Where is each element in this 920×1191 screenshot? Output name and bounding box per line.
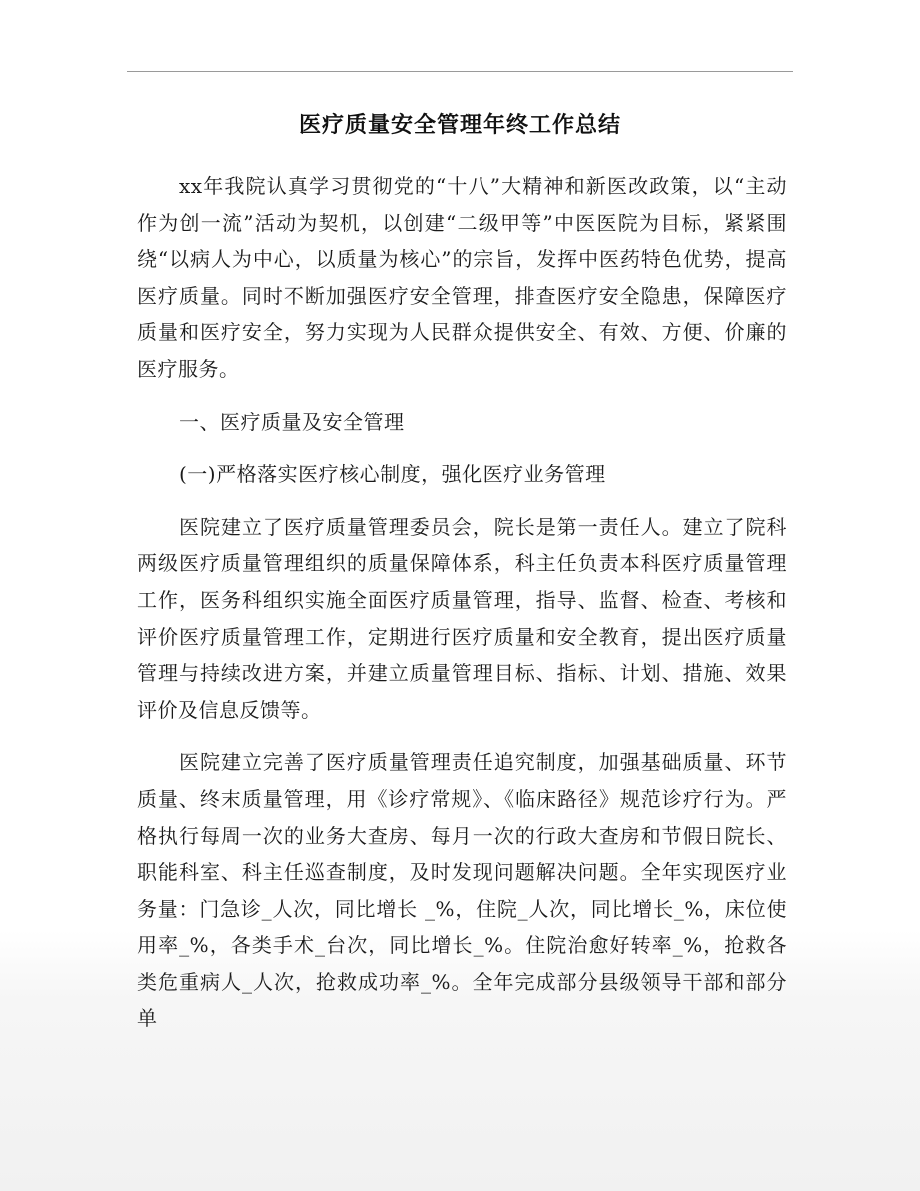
- body-paragraph: 医院建立了医疗质量管理委员会，院长是第一责任人。建立了院科两级医疗质量管理组织的质量保障体系，科主任负责本科医疗质量管理工作，医务科组织实施全面医疗质量管理，指导、监督、检查、考核和评价医疗质量管理工作，定期进行医疗质量和安全教育，提出医疗质量管理与持续改进方案，并建立质量管理目标、指标、计划、措施、效果评价及信息反馈等。: [137, 514, 787, 722]
- document-body: [137, 168, 787, 1037]
- intro-paragraph: xx年我院认真学习贯彻党的“十八”大精神和新医改政策，以“主动作为创一流”活动为契机，以创建“二级甲等”中医医院为目标，紧紧围绕“以病人为中心，以质量为核心”的宗旨，发挥中医药特色优势，提高医疗质量。同时不断加强医疗安全管理，排查医疗安全隐患，保障医疗质量和医疗安全，努力实现为人民群众提供安全、有效、方便、价廉的医疗服务。: [137, 174, 787, 381]
- section-heading: 一、医疗质量及安全管理: [179, 409, 405, 434]
- document-title: 医疗质量安全管理年终工作总结: [298, 113, 621, 138]
- subsection-heading: (一)严格落实医疗核心制度，强化医疗业务管理: [179, 462, 606, 487]
- body-paragraph: 医院建立完善了医疗质量管理责任追究制度，加强基础质量、环节质量、终末质量管理，用《诊疗常规》、《临床路径》规范诊疗行为。严格执行每周一次的业务大查房、每月一次的行政大查房和节假日院长、职能科室、科主任巡查制度，及时发现问题解决问题。全年实现医疗业务量：门急诊_人次，同比增长 _%，住院_人次，同比增长_%，床位使用率_%，各类手术_台次，同比增长_%。住院治愈好转率_%，抢救各类危重病人_人次，抢救成功率_%。全年完成部分县级领导干部和部分单: [137, 750, 787, 1031]
- header-rule: [127, 71, 793, 72]
